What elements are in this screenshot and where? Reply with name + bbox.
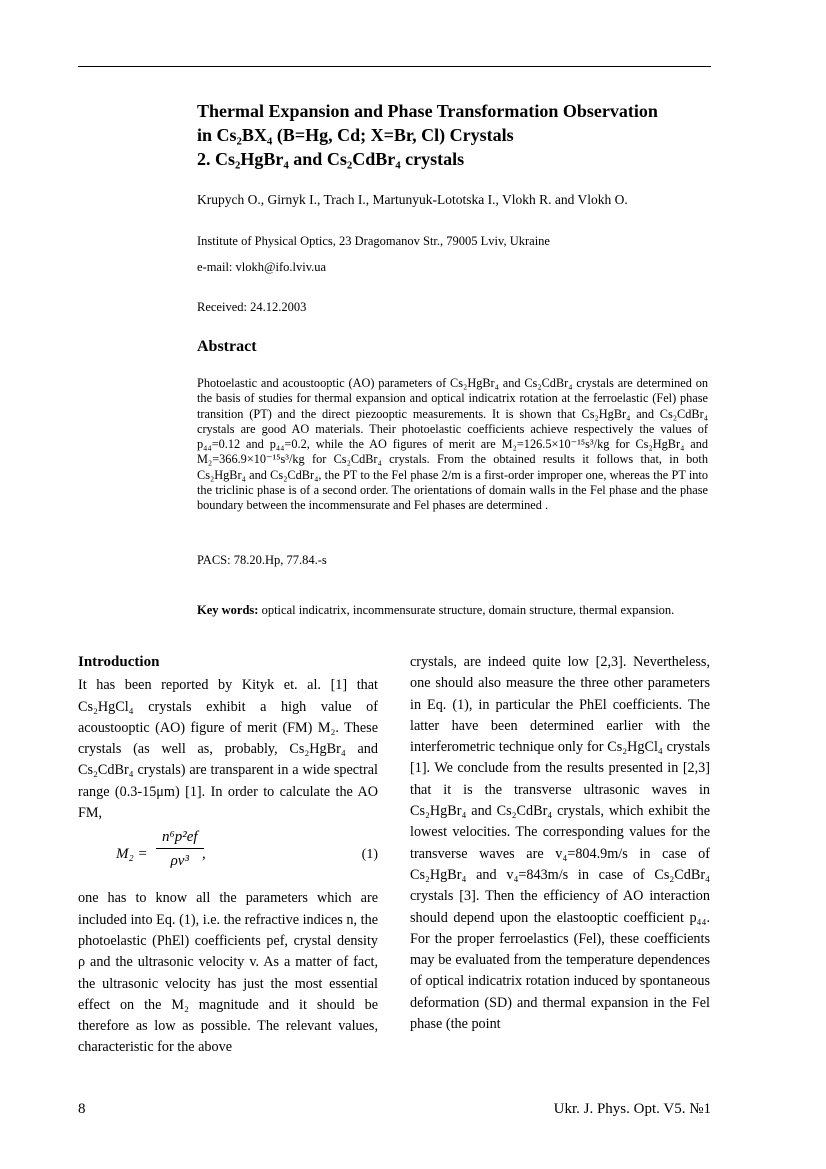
affiliation: Institute of Physical Optics, 23 Dragomanov Str., 79005 Lviv, Ukraine bbox=[197, 234, 550, 248]
abstract-text: Photoelastic and acoustooptic (AO) parameters of Cs₂HgBr₄ and Cs₂CdBr₄ crystals are determined on the basis of studies for thermal expansion and optical indicatrix rotation at the ferroelastic (Fel) phase transition (PT) and the direct piezooptic measurements. It is shown that Cs₂HgBr₄ and Cs₂CdBr₄ crystals are good AO materials. Their photoelastic coefficients achieve respectively the values of p₄₄=0.12 and p₄₄=0.2, while the AO figures of merit are M₂=126.5×10⁻¹⁵s³/kg for Cs₂HgBr₄ and M₂=366.9×10⁻¹⁵s³/kg for Cs₂CdBr₄ crystals. From the obtained results it follows that, in both Cs₂HgBr₄ and Cs₂CdBr₄, the PT to the Fel phase 2/m is a first-order improper one, whereas the PT into the triclinic phase is of a second order. The orientations of domain walls in the Fel phase and the phase boundary between the incommensurate and Fel phases are determined . bbox=[197, 376, 708, 513]
title-line-1: Thermal Expansion and Phase Transformation Observation bbox=[197, 101, 658, 121]
email: e-mail: vlokh@ifo.lviv.ua bbox=[197, 260, 327, 274]
keywords-label: Key words: bbox=[197, 603, 259, 617]
received-date: Received: 24.12.2003 bbox=[197, 300, 307, 314]
intro-paragraph-2: one has to know all the parameters which are included into Eq. (1), i.e. the refractive indices n, the photoelastic (PhEl) coefficients pef, crystal density ρ and the ultrasonic velocity v. As a matter of fact, the ultrasonic velocity has just the most essential effect on the M₂ magnitude and it should be therefore as low as possible. The relevant values, characteristic for the above bbox=[78, 890, 378, 1056]
intro-paragraph-3: crystals, are indeed quite low [2,3]. Nevertheless, one should also measure the three other parameters in Eq. (1), in particular the PhEl coefficients. The latter have been determined earlier with the interferometric technique only for Cs₂HgCl₄ crystals [1]. We conclude from the results presented in [2,3] that it is the transverse ultrasonic waves in Cs₂HgBr₄ and Cs₂CdBr₄ crystals, which exhibit the lowest velocities. The corresponding values for the transverse waves are v₄=804.9m/s in case of Cs₂HgBr₄ and v₄=843m/s in case of Cs₂CdBr₄ crystals [3]. Then the efficiency of AO interaction should depend upon the elastooptic coefficient p₄₄. For the proper ferroelastics (Fel), these coefficients may be evaluated from the temperature dependences of optical indicatrix rotation induced by spontaneous deformation (SD) and thermal expansion in the Fel phase (the point bbox=[410, 654, 710, 1033]
abstract-heading: Abstract bbox=[197, 338, 257, 355]
paper-title bbox=[197, 99, 717, 171]
right-column bbox=[410, 652, 710, 1035]
keywords-text: optical indicatrix, incommensurate structure, domain structure, thermal expansion. bbox=[261, 603, 675, 617]
pacs: PACS: 78.20.Hp, 77.84.-s bbox=[197, 553, 327, 567]
left-column bbox=[78, 652, 378, 1059]
equation-lhs: M₂ = bbox=[116, 846, 148, 863]
equation-number: (1) bbox=[361, 847, 378, 863]
equation-fraction bbox=[156, 826, 204, 873]
equation-denominator: ρv³ bbox=[170, 853, 189, 870]
equation-comma: , bbox=[202, 846, 206, 863]
journal-citation: Ukr. J. Phys. Opt. V5. №1 bbox=[553, 1101, 711, 1117]
title-line-3: 2. Cs₂HgBr₄ and Cs₂CdBr₄ crystals bbox=[197, 149, 465, 169]
header-rule bbox=[78, 66, 711, 67]
keywords bbox=[197, 602, 677, 618]
introduction-heading: Introduction bbox=[78, 654, 160, 670]
authors: Krupych O., Girnyk I., Trach I., Martunyuk-Lototska I., Vlokh R. and Vlokh O. bbox=[197, 192, 628, 207]
page-number: 8 bbox=[78, 1101, 86, 1117]
title-line-2: in Cs₂BX₄ (B=Hg, Cd; X=Br, Cl) Crystals bbox=[197, 125, 514, 145]
intro-paragraph-1: It has been reported by Kityk et. al. [1] that Cs₂HgCl₄ crystals exhibit a high value of acoustooptic (AO) figure of merit (FM) M₂. These crystals (as well as, probably, Cs₂HgBr₄ and Cs₂CdBr₄ crystals) are transparent in a wide spectral range (0.3-15μm) [1]. In order to calculate the AO FM, bbox=[78, 677, 378, 822]
equation-1 bbox=[78, 824, 378, 888]
equation-numerator: n⁶p²ef bbox=[156, 826, 204, 849]
